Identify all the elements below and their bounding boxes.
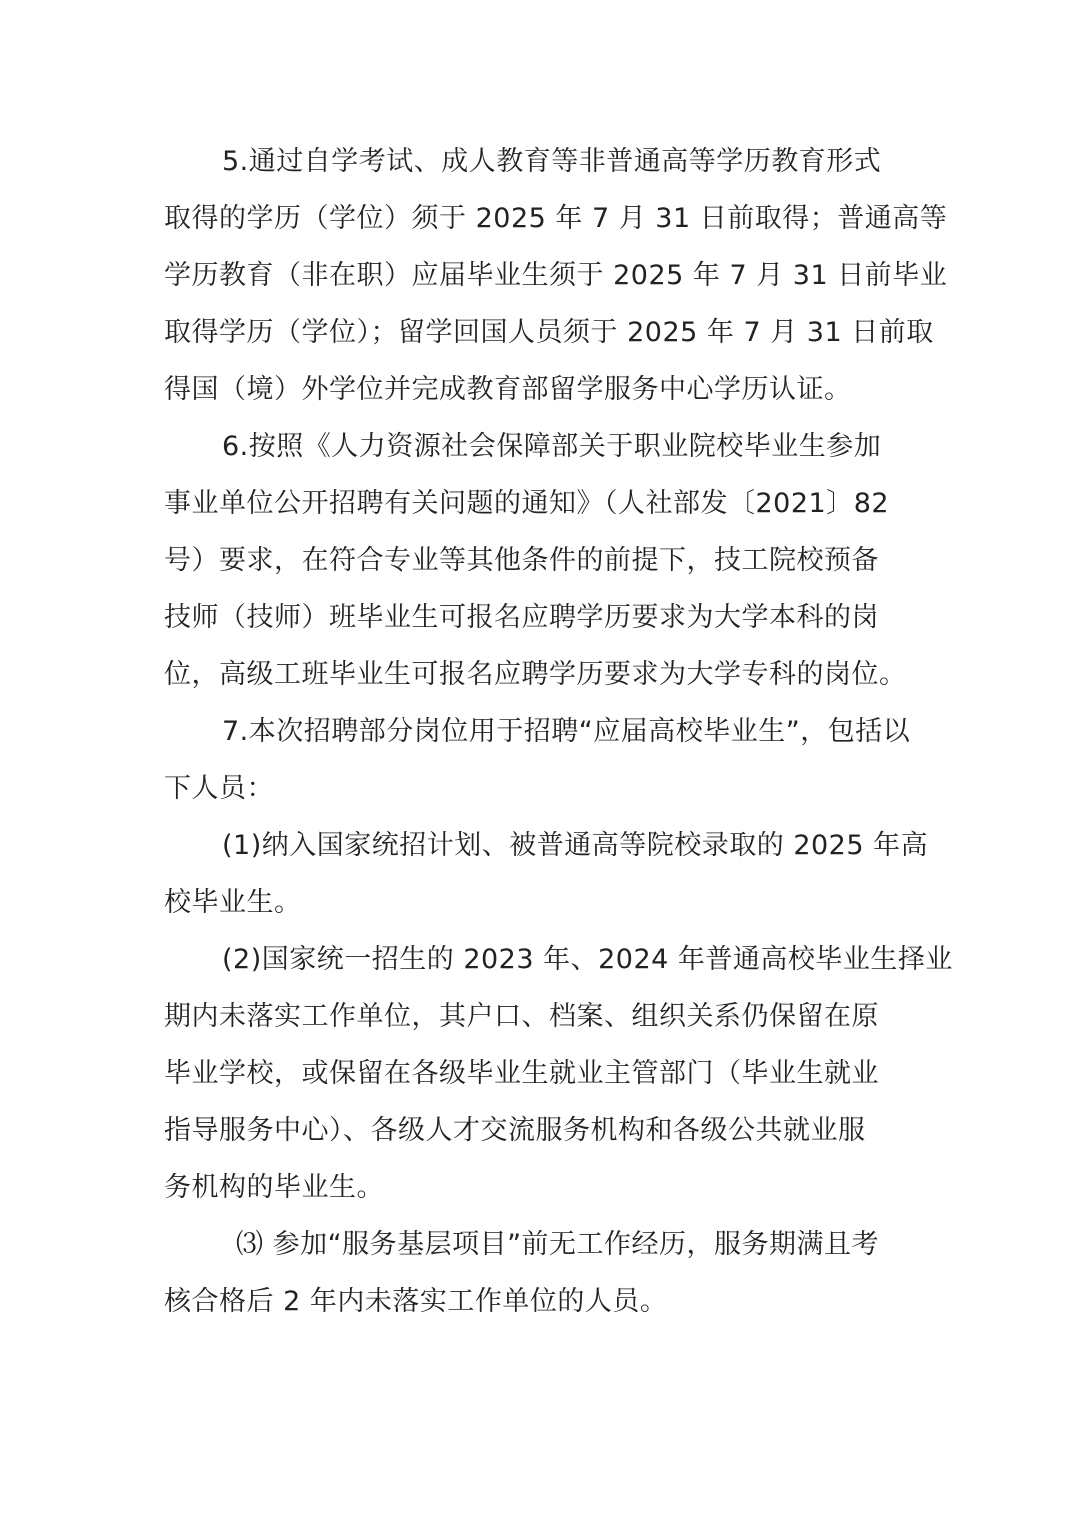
paragraph-item-6 xyxy=(164,418,920,703)
paragraph-item-7-1 xyxy=(164,817,929,931)
text-line: 技师（技师）班毕业生可报名应聘学历要求为大学本科的岗 xyxy=(164,602,879,633)
paragraph-item-7-2 xyxy=(164,931,953,1216)
paragraph-item-5 xyxy=(164,133,948,418)
text-line: 校毕业生。 xyxy=(164,887,302,918)
text-line: ⑶ 参加“服务基层项目”前无工作经历，服务期满且考 xyxy=(236,1229,880,1260)
text-line: 指导服务中心）、各级人才交流服务机构和各级公共就业服 xyxy=(164,1115,866,1146)
text-line: (2)国家统一招生的 2023 年、2024 年普通高校毕业生择业 xyxy=(222,944,953,975)
text-line: 事业单位公开招聘有关问题的通知》（人社部发〔2021〕82 xyxy=(164,488,890,519)
text-line: 5.通过自学考试、成人教育等非普通高等学历教育形式 xyxy=(222,146,882,177)
text-line: 学历教育（非在职）应届毕业生须于 2025 年 7 月 31 日前毕业 xyxy=(164,260,948,291)
text-line: 7.本次招聘部分岗位用于招聘“应届高校毕业生”，包括以 xyxy=(222,716,911,747)
document-body xyxy=(164,133,953,1330)
paragraph-item-7-3 xyxy=(164,1216,920,1330)
text-line: 下人员： xyxy=(164,773,274,804)
text-line: 期内未落实工作单位，其户口、档案、组织关系仍保留在原 xyxy=(164,1001,879,1032)
text-line: 务机构的毕业生。 xyxy=(164,1172,384,1203)
text-line: 毕业学校，或保留在各级毕业生就业主管部门（毕业生就业 xyxy=(164,1058,879,1089)
text-line: 6.按照《人力资源社会保障部关于职业院校毕业生参加 xyxy=(222,431,882,462)
text-line: (1)纳入国家统招计划、被普通高等院校录取的 2025 年高 xyxy=(222,830,929,861)
text-line: 得国（境）外学位并完成教育部留学服务中心学历认证。 xyxy=(164,374,852,405)
paragraph-item-7 xyxy=(164,703,920,817)
text-line: 核合格后 2 年内未落实工作单位的人员。 xyxy=(164,1286,668,1317)
text-line: 取得学历（学位）；留学回国人员须于 2025 年 7 月 31 日前取 xyxy=(164,317,934,348)
text-line: 位，高级工班毕业生可报名应聘学历要求为大学专科的岗位。 xyxy=(164,659,907,690)
text-line: 取得的学历（学位）须于 2025 年 7 月 31 日前取得；普通高等 xyxy=(164,203,948,234)
text-line: 号）要求，在符合专业等其他条件的前提下，技工院校预备 xyxy=(164,545,879,576)
